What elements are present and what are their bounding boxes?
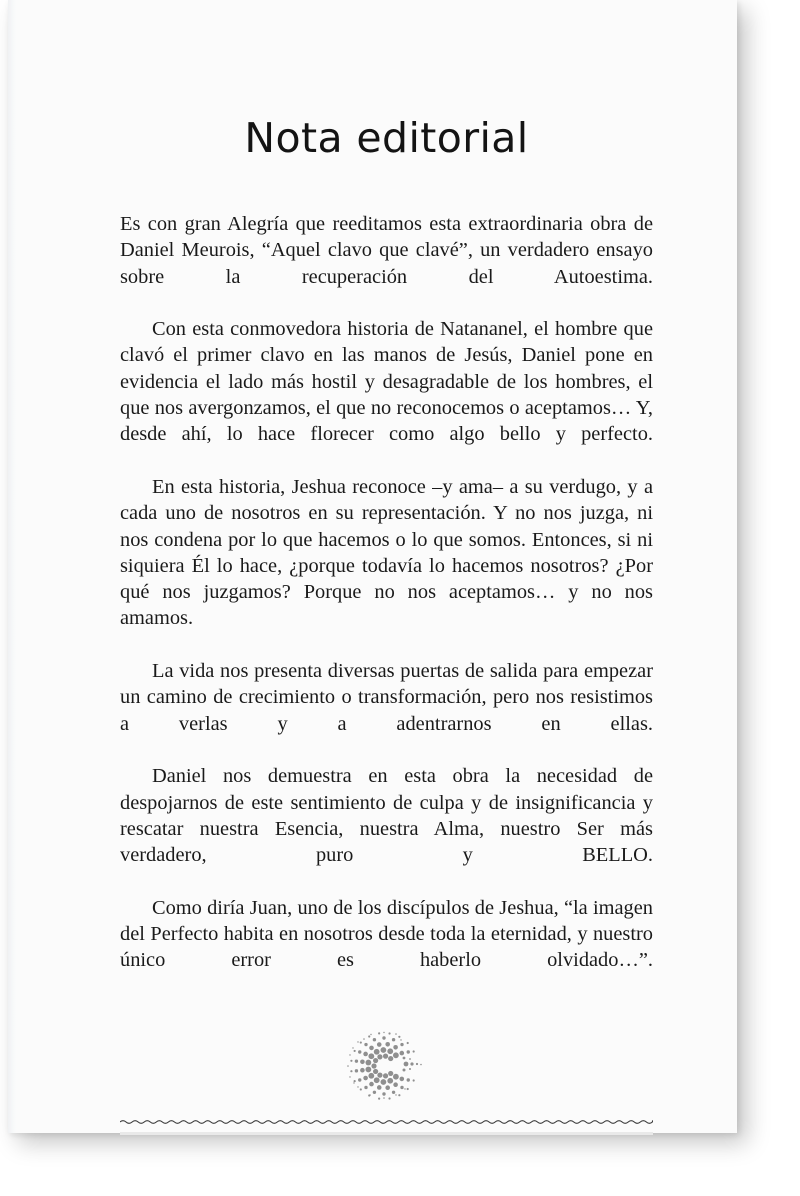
page-title: Nota editorial bbox=[244, 114, 529, 162]
wavy-line-icon bbox=[120, 1116, 653, 1128]
paragraph: Daniel nos demuestra en esta obra la necesidad de despojarnos de este sentimiento de culpa y de insignificancia y rescatar nuestra Esencia, nuestra Alma, nuestro Ser más verdadero, puro y BELLO. bbox=[120, 765, 653, 867]
book-page-sheet bbox=[8, 0, 737, 1133]
footer-divider bbox=[120, 1116, 653, 1138]
paragraph: Con esta conmovedora historia de Natananel, el hombre que clavó el primer clavo en las manos de Jesús, Daniel pone en evidencia el lado más hostil y desagradable de los hombres, el que nos avergonzamos, el que no reconocemos o aceptamos… Y, desde ahí, lo hace florecer como algo bello y perfecto. bbox=[120, 318, 653, 446]
hairline-rule bbox=[120, 1132, 653, 1135]
paragraph: Como diría Juan, uno de los discípulos de Jeshua, “la imagen del Perfecto habita en nosotros desde toda la eternidad, y nuestro único error es haberlo olvidado…”. bbox=[120, 896, 653, 972]
radial-dot-crescent-icon bbox=[344, 1031, 430, 1101]
page-content-column bbox=[120, 0, 653, 1138]
ornament-container bbox=[120, 1030, 653, 1102]
paragraph: Es con gran Alegría que reeditamos esta extraordinaria obra de Daniel Meurois, “Aquel clavo que clavé”, un verdadero ensayo sobre la recuperación del Autoestima. bbox=[120, 213, 653, 288]
body-text-block bbox=[120, 211, 653, 1000]
page-gutter-edge bbox=[8, 0, 16, 1133]
paragraph: La vida nos presenta diversas puertas de salida para empezar un camino de crecimiento o transformación, pero nos resistimos a verlas y a adentrarnos en ellas. bbox=[120, 660, 653, 735]
paragraph: En esta historia, Jeshua reconoce –y ama– a su verdugo, y a cada uno de nosotros en su representación. Y no nos juzga, ni nos condena por lo que hacemos o lo que somos. Entonces, si ni siquiera Él lo hace, ¿porque todavía lo hacemos nosotros? ¿Por qué nos juzgamos? Porque no nos aceptamos… y no nos amamos. bbox=[120, 475, 653, 630]
